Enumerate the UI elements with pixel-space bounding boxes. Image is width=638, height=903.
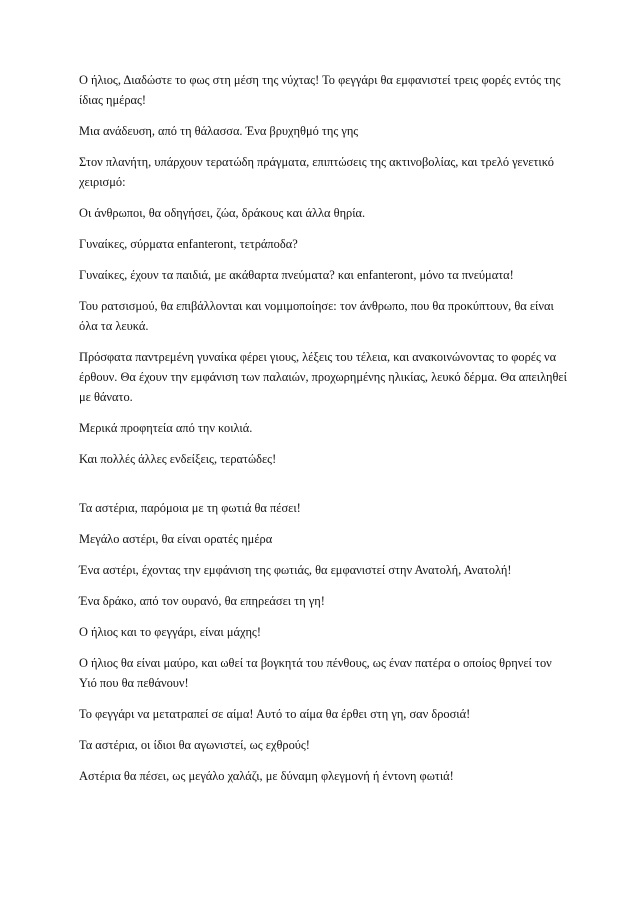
paragraph: Μια ανάδευση, από τη θάλασσα. Ένα βρυχηθμό της γης	[79, 124, 359, 138]
paragraph: Αστέρια θα πέσει, ως μεγάλο χαλάζι, με δύναμη φλεγμονή ή έντονη φωτιά!	[79, 769, 454, 783]
paragraph: Μερικά προφητεία από την κοιλιά.	[79, 421, 253, 435]
paragraph: Του ρατσισμού, θα επιβάλλονται και νομιμοποίησε: τον άνθρωπο, που θα προκύπτουν, θα είναι όλα τα λευκά.	[79, 299, 554, 333]
paragraph: Το φεγγάρι να μετατραπεί σε αίμα! Αυτό το αίμα θα έρθει στη γη, σαν δροσιά!	[79, 707, 471, 721]
paragraph: Τα αστέρια, οι ίδιοι θα αγωνιστεί, ως εχθρούς!	[79, 738, 310, 752]
paragraph: Ο ήλιος και το φεγγάρι, είναι μάχης!	[79, 625, 261, 639]
section-gap	[79, 480, 567, 498]
paragraph: Τα αστέρια, παρόμοια με τη φωτιά θα πέσει!	[79, 501, 301, 515]
paragraph: Μεγάλο αστέρι, θα είναι ορατές ημέρα	[79, 532, 273, 546]
paragraph: Γυναίκες, έχουν τα παιδιά, με ακάθαρτα πνεύματα? και enfanteront, μόνο τα πνεύματα!	[79, 268, 514, 282]
paragraph: Ο ήλιος θα είναι μαύρο, και ωθεί τα βογκητά του πένθους, ως έναν πατέρα ο οποίος θρηνεί τον Υιό που θα πεθάνουν!	[79, 656, 552, 690]
paragraph: Οι άνθρωποι, θα οδηγήσει, ζώα, δράκους και άλλα θηρία.	[79, 206, 366, 220]
paragraph: Ο ήλιος, Διαδώστε το φως στη μέση της νύχτας! Το φεγγάρι θα εμφανιστεί τρεις φορές εντός της ίδιας ημέρας!	[79, 73, 561, 107]
paragraph: Γυναίκες, σύρματα enfanteront, τετράποδα?	[79, 237, 298, 251]
paragraph: Ένα αστέρι, έχοντας την εμφάνιση της φωτιάς, θα εμφανιστεί στην Ανατολή, Ανατολή!	[79, 563, 512, 577]
paragraph: Στον πλανήτη, υπάρχουν τερατώδη πράγματα, επιπτώσεις της ακτινοβολίας, και τρελό γενετικό χειρισμό:	[79, 155, 554, 189]
paragraph: Και πολλές άλλες ενδείξεις, τερατώδες!	[79, 452, 277, 466]
paragraph: Πρόσφατα παντρεμένη γυναίκα φέρει γιους, λέξεις του τέλεια, και ανακοινώνοντας το φορές να έρθουν. Θα έχουν την εμφάνιση των παλαιών, προχωρημένης ηλικίας, λευκό δέρμα. Θα απειληθεί με θάνατο.	[79, 350, 567, 404]
document-body	[79, 70, 567, 797]
paragraph: Ένα δράκο, από τον ουρανό, θα επηρεάσει τη γη!	[79, 594, 325, 608]
